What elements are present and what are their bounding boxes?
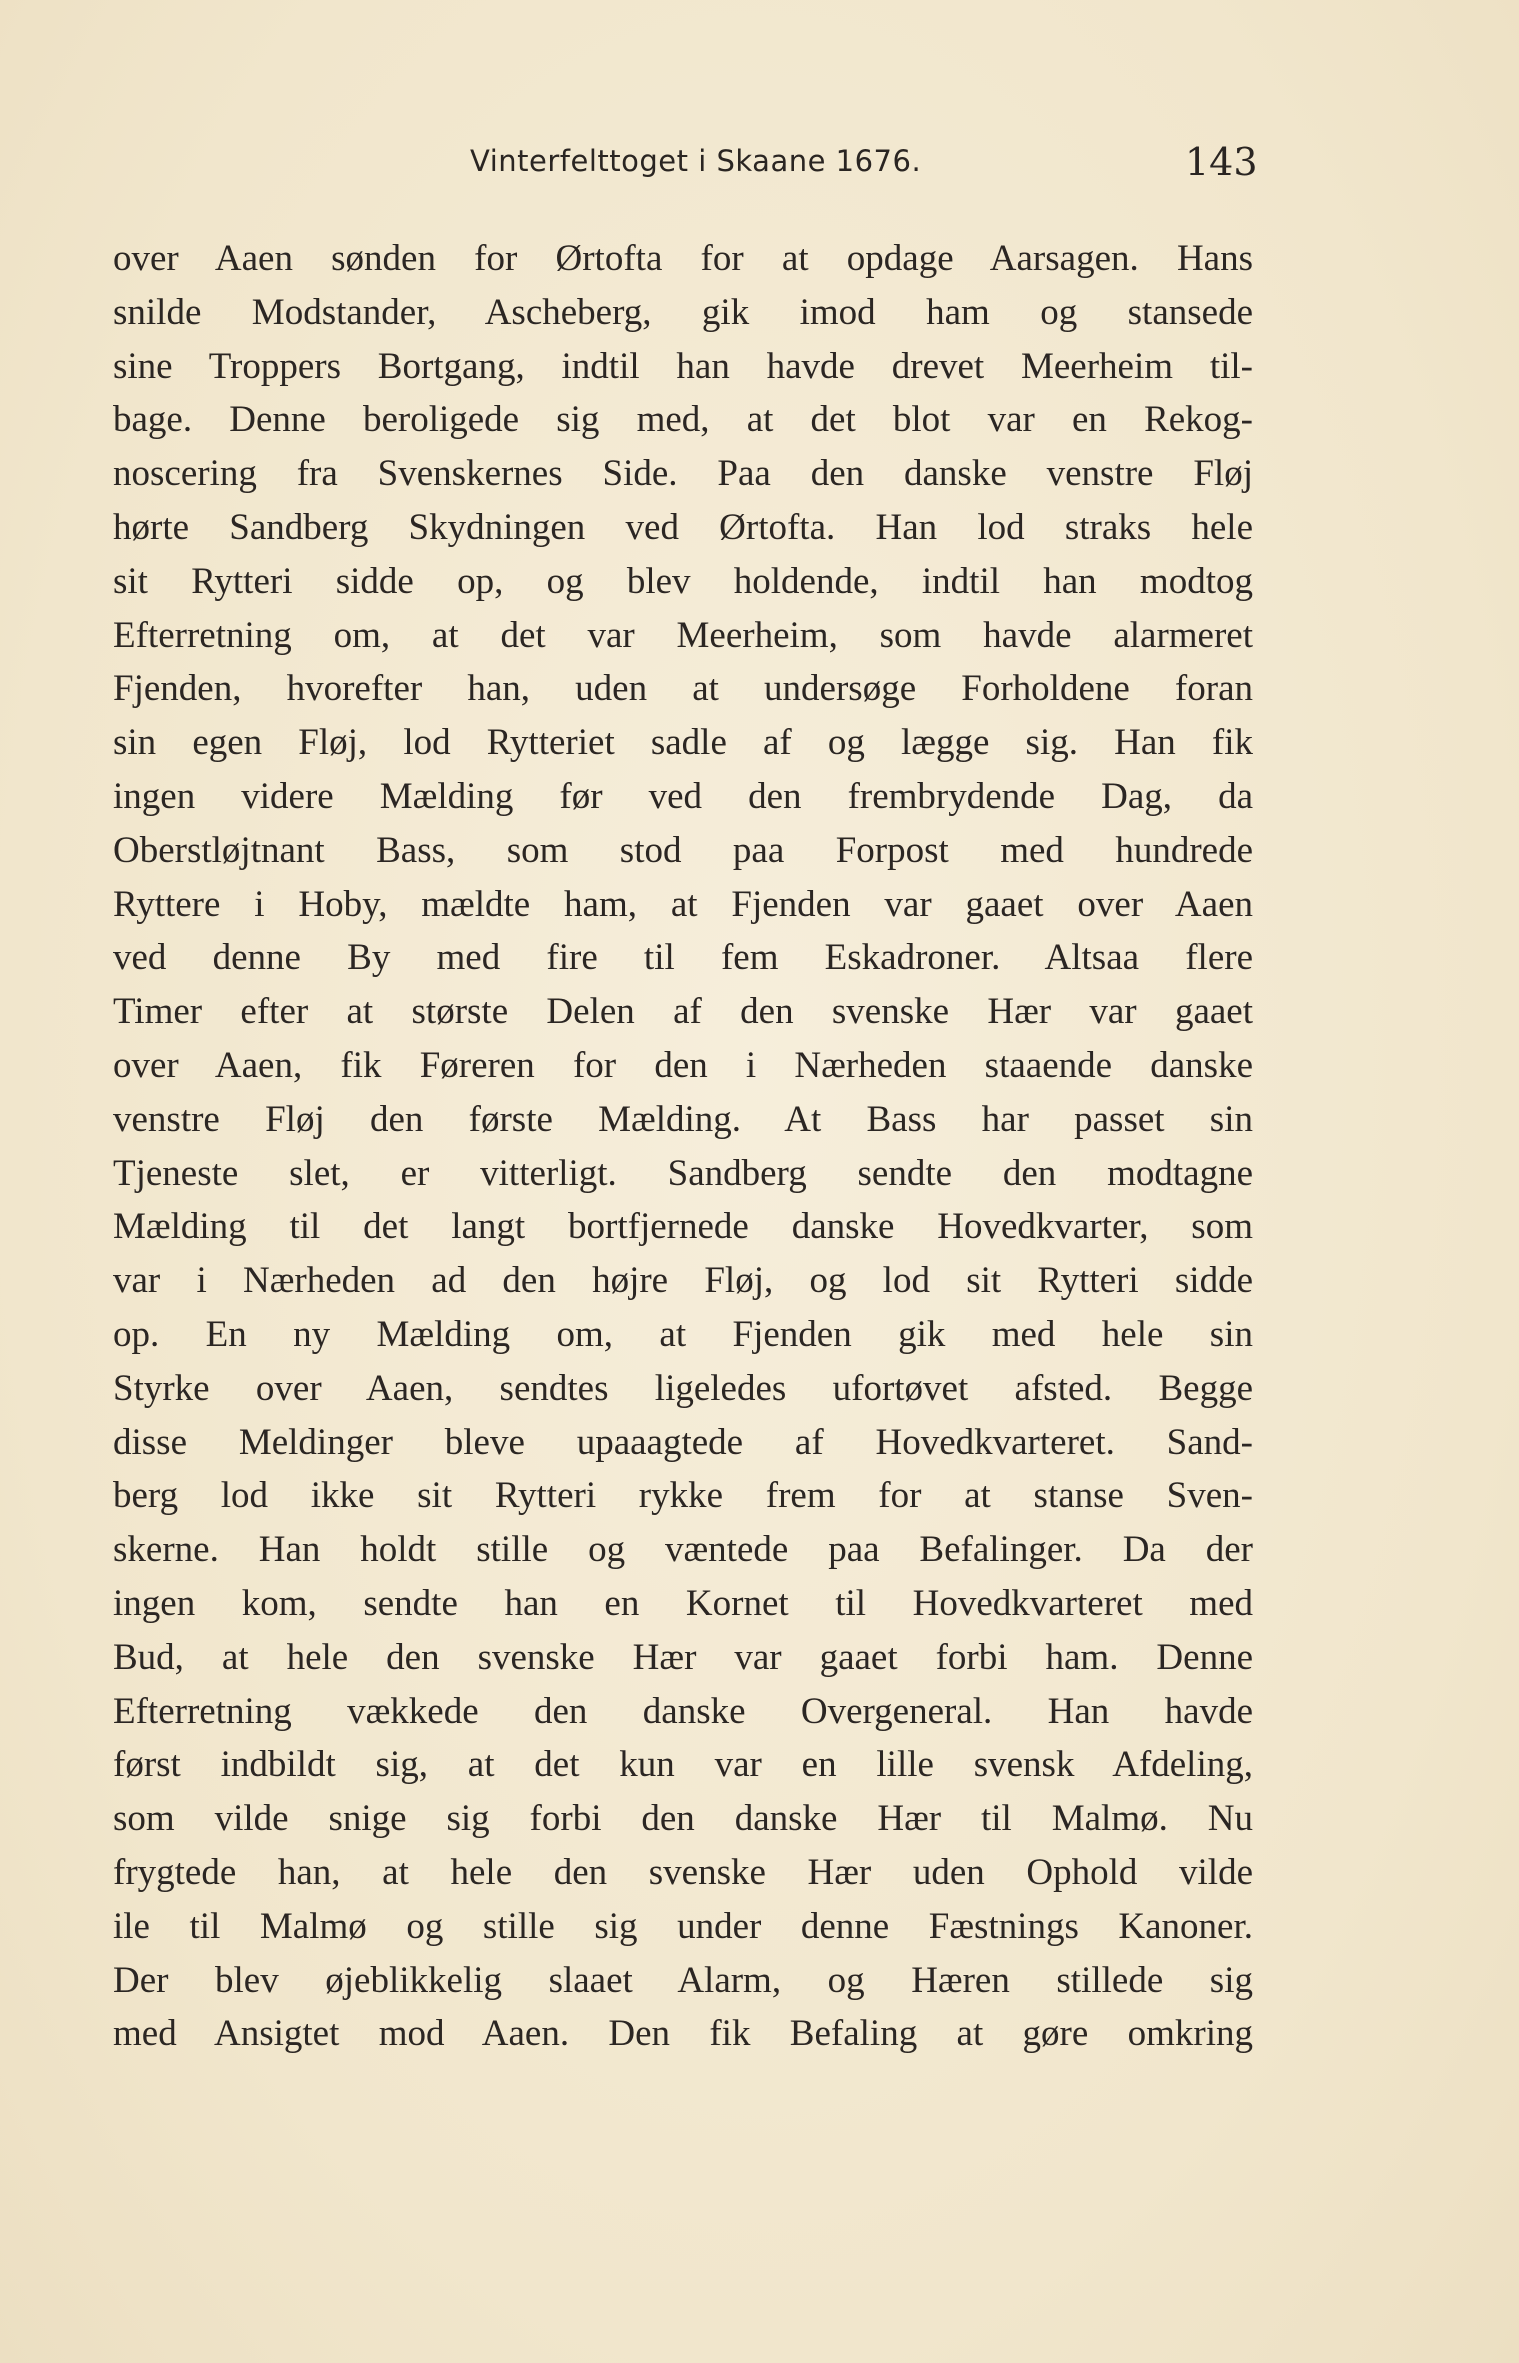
text-line: ingen videre Mælding før ved den frembrydende Dag, da (113, 775, 1253, 817)
text-line: Ryttere i Hoby, mældte ham, at Fjenden var gaaet over Aaen (113, 883, 1253, 925)
text-line: Efterretning om, at det var Meerheim, som havde alarmeret (113, 614, 1253, 656)
text-line: med Ansigtet mod Aaen. Den fik Befaling at gøre omkring (113, 2013, 1253, 2055)
text-line: over Aaen sønden for Ørtofta for at opdage Aarsagen. Hans (113, 238, 1253, 279)
text-line: snilde Modstander, Ascheberg, gik imod ham og stansede (113, 291, 1253, 333)
text-line: Tjeneste slet, er vitterligt. Sandberg sendte den modtagne (113, 1152, 1253, 1194)
text-line: frygtede han, at hele den svenske Hær uden Ophold vilde (113, 1851, 1253, 1893)
running-head (0, 140, 1519, 200)
page-number: 143 (1185, 140, 1258, 184)
text-line: ved denne By med fire til fem Eskadroner. Altsaa flere (113, 937, 1253, 979)
text-line: noscering fra Svenskernes Side. Paa den danske venstre Fløj (113, 453, 1253, 495)
text-line: Timer efter at største Delen af den svenske Hær var gaaet (113, 991, 1253, 1033)
text-line: hørte Sandberg Skydningen ved Ørtofta. Han lod straks hele (113, 506, 1253, 548)
text-line: Fjenden, hvorefter han, uden at undersøge Forholdene foran (113, 668, 1253, 710)
text-line: ingen kom, sendte han en Kornet til Hovedkvarteret med (113, 1582, 1253, 1624)
text-line: Oberstløjtnant Bass, som stod paa Forpost med hundrede (113, 829, 1253, 871)
text-line: op. En ny Mælding om, at Fjenden gik med hele sin (113, 1313, 1253, 1355)
text-line: sin egen Fløj, lod Rytteriet sadle af og lægge sig. Han fik (113, 722, 1253, 764)
body-text (113, 232, 1253, 2061)
text-line: berg lod ikke sit Rytteri rykke frem for at stanse Sven- (113, 1475, 1253, 1517)
text-line: bage. Denne beroligede sig med, at det blot var en Rekog- (113, 399, 1253, 441)
text-line: sit Rytteri sidde op, og blev holdende, indtil han modtog (113, 560, 1253, 602)
running-title: Vinterfelttoget i Skaane 1676. (470, 144, 922, 178)
text-line: ile til Malmø og stille sig under denne Fæstnings Kanoner. (113, 1905, 1253, 1947)
text-line: var i Nærheden ad den højre Fløj, og lod sit Rytteri sidde (113, 1260, 1253, 1302)
text-line: venstre Fløj den første Mælding. At Bass har passet sin (113, 1098, 1253, 1140)
text-line: som vilde snige sig forbi den danske Hær til Malmø. Nu (113, 1798, 1253, 1840)
text-line: Der blev øjeblikkelig slaaet Alarm, og Hæren stillede sig (113, 1959, 1253, 2001)
text-line: over Aaen, fik Føreren for den i Nærheden staaende danske (113, 1044, 1253, 1086)
text-line: disse Meldinger bleve upaaagtede af Hovedkvarteret. Sand- (113, 1421, 1253, 1463)
text-line: Mælding til det langt bortfjernede danske Hovedkvarter, som (113, 1206, 1253, 1248)
text-line: skerne. Han holdt stille og væntede paa Befalinger. Da der (113, 1529, 1253, 1571)
text-line: Bud, at hele den svenske Hær var gaaet forbi ham. Denne (113, 1636, 1253, 1678)
text-line: Styrke over Aaen, sendtes ligeledes ufortøvet afsted. Begge (113, 1367, 1253, 1409)
text-line: sine Troppers Bortgang, indtil han havde drevet Meerheim til- (113, 345, 1253, 387)
text-line: Efterretning vækkede den danske Overgeneral. Han havde (113, 1690, 1253, 1732)
text-line: først indbildt sig, at det kun var en lille svensk Afdeling, (113, 1744, 1253, 1786)
